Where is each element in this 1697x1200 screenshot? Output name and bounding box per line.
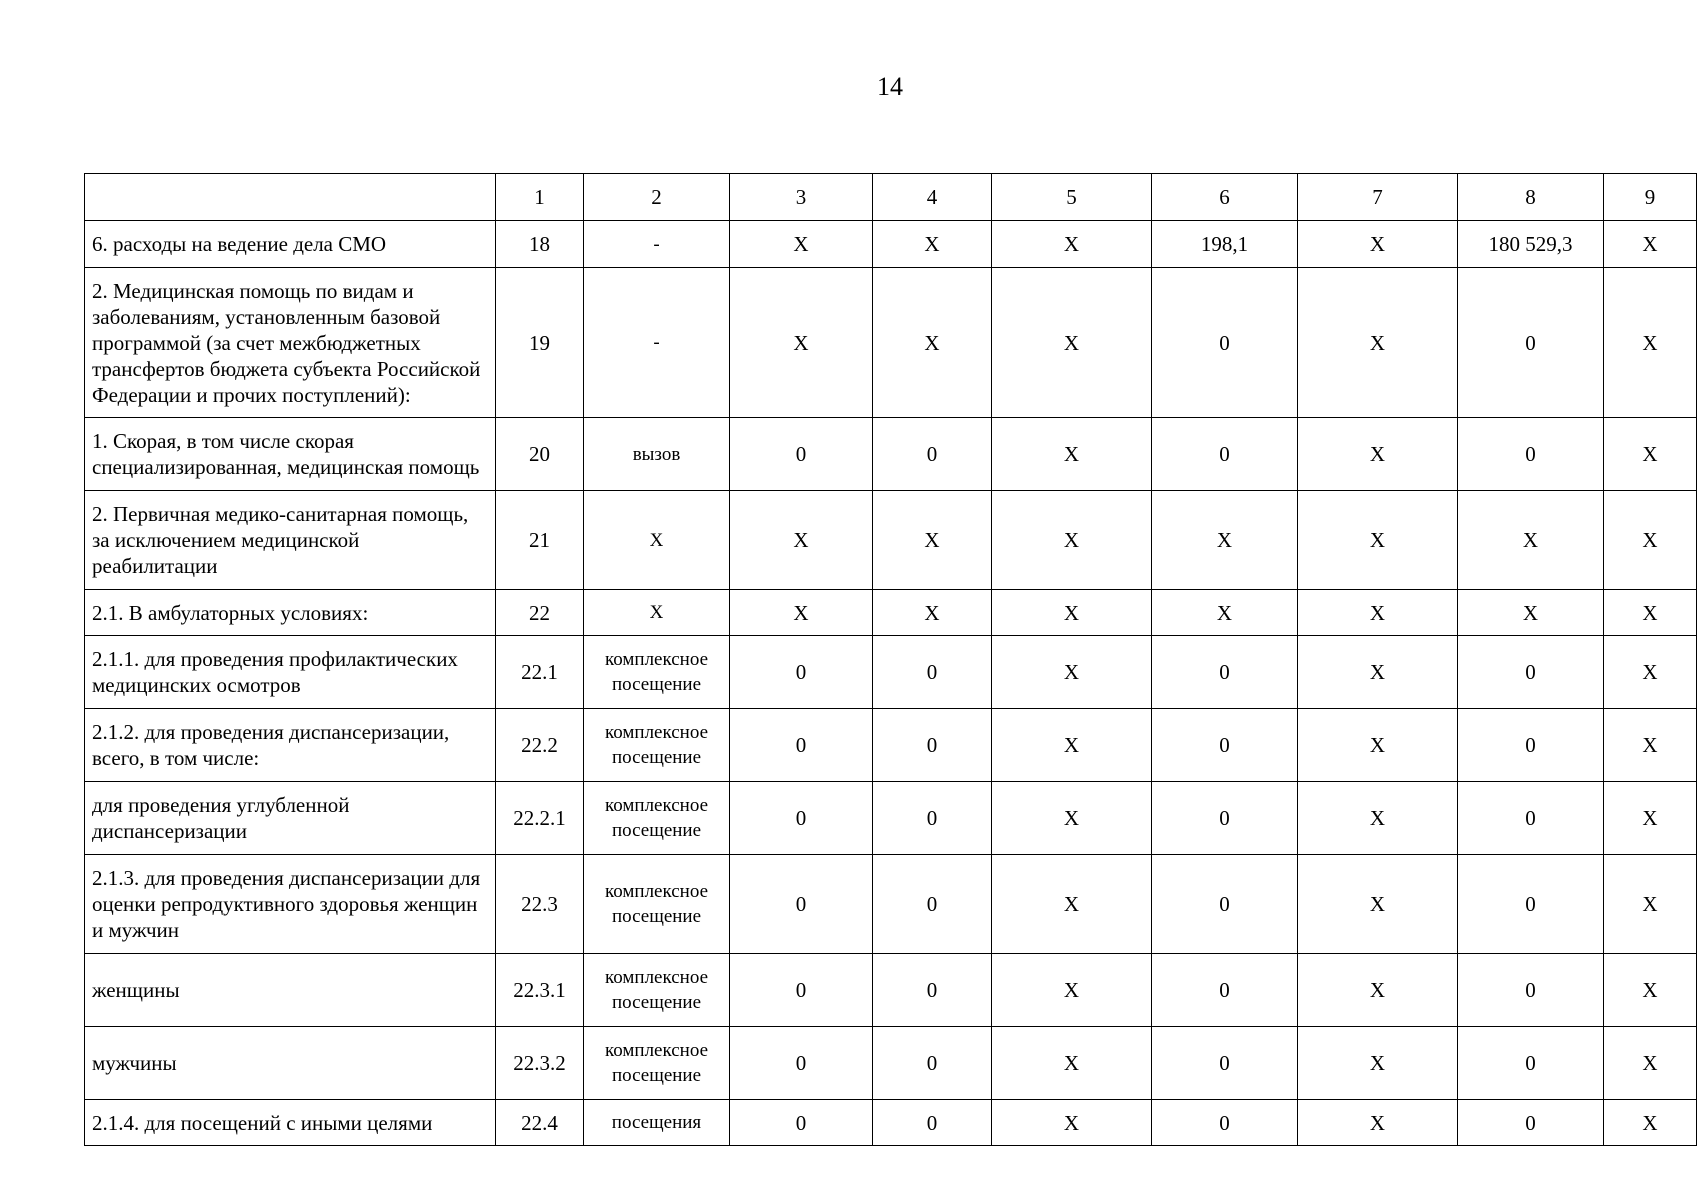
value-cell: 0	[730, 709, 873, 782]
value-cell: Х	[992, 491, 1152, 590]
value-cell: Х	[992, 954, 1152, 1027]
value-cell: Х	[1298, 855, 1458, 954]
header-cell: 6	[1152, 174, 1298, 221]
row-label: 2.1. В амбулаторных условиях:	[85, 590, 496, 636]
row-code-cell: 22.3.2	[496, 1027, 584, 1100]
value-cell: 0	[1152, 636, 1298, 709]
header-cell: 8	[1458, 174, 1604, 221]
value-cell: 0	[1458, 418, 1604, 491]
row-label: 1. Скорая, в том числе скорая специализированная, медицинская помощь	[85, 418, 496, 491]
value-cell: Х	[992, 855, 1152, 954]
table-row	[85, 590, 1697, 636]
value-cell: Х	[1604, 491, 1697, 590]
unit-cell: комплексное посещение	[584, 782, 730, 855]
value-cell: 0	[1152, 954, 1298, 1027]
row-code-cell: 22.2.1	[496, 782, 584, 855]
value-cell: 0	[873, 954, 992, 1027]
unit-cell: Х	[584, 590, 730, 636]
value-cell: Х	[1152, 590, 1298, 636]
value-cell: 0	[1458, 1100, 1604, 1146]
value-cell: 0	[730, 1027, 873, 1100]
value-cell: 0	[873, 1100, 992, 1146]
table-row	[85, 418, 1697, 491]
value-cell: Х	[730, 221, 873, 268]
value-cell: 0	[730, 418, 873, 491]
value-cell: Х	[992, 268, 1152, 418]
value-cell: Х	[1604, 268, 1697, 418]
value-cell: 0	[873, 709, 992, 782]
row-code-cell: 20	[496, 418, 584, 491]
unit-cell: комплексное посещение	[584, 855, 730, 954]
row-label: женщины	[85, 954, 496, 1027]
value-cell: 0	[1152, 268, 1298, 418]
value-cell: Х	[1604, 855, 1697, 954]
value-cell: 0	[1458, 855, 1604, 954]
value-cell: 0	[1458, 709, 1604, 782]
unit-cell: комплексное посещение	[584, 1027, 730, 1100]
value-cell: 0	[1152, 1027, 1298, 1100]
value-cell: Х	[1298, 268, 1458, 418]
table-row	[85, 855, 1697, 954]
value-cell: 0	[1458, 782, 1604, 855]
value-cell: Х	[1298, 954, 1458, 1027]
value-cell: Х	[1298, 709, 1458, 782]
row-code-cell: 22.4	[496, 1100, 584, 1146]
table-row	[85, 1027, 1697, 1100]
header-cell: 1	[496, 174, 584, 221]
value-cell: Х	[992, 590, 1152, 636]
value-cell: 0	[873, 636, 992, 709]
value-cell: Х	[1604, 782, 1697, 855]
value-cell: 0	[873, 1027, 992, 1100]
value-cell: 198,1	[1152, 221, 1298, 268]
row-label: 2.1.4. для посещений с иными целями	[85, 1100, 496, 1146]
value-cell: Х	[992, 782, 1152, 855]
header-row	[85, 174, 1697, 221]
table-row	[85, 221, 1697, 268]
value-cell: 0	[730, 782, 873, 855]
unit-cell: вызов	[584, 418, 730, 491]
row-label: для проведения углубленной диспансеризации	[85, 782, 496, 855]
value-cell: 180 529,3	[1458, 221, 1604, 268]
value-cell: 0	[873, 418, 992, 491]
value-cell: Х	[1604, 954, 1697, 1027]
value-cell: Х	[1604, 1100, 1697, 1146]
value-cell: Х	[1604, 221, 1697, 268]
row-label: 2. Медицинская помощь по видам и заболеваниям, установленным базовой программой (за счет межбюджетных трансфертов бюджета субъекта Российской Федерации и прочих поступлений):	[85, 268, 496, 418]
value-cell: 0	[1458, 268, 1604, 418]
value-cell: Х	[1604, 709, 1697, 782]
row-label: мужчины	[85, 1027, 496, 1100]
table-row	[85, 636, 1697, 709]
header-cell: 4	[873, 174, 992, 221]
value-cell: Х	[873, 268, 992, 418]
header-cell: 5	[992, 174, 1152, 221]
value-cell: 0	[730, 636, 873, 709]
value-cell: 0	[1152, 709, 1298, 782]
value-cell: Х	[1298, 1100, 1458, 1146]
value-cell: Х	[1604, 636, 1697, 709]
page-number: 14	[877, 72, 903, 101]
value-cell: Х	[1604, 418, 1697, 491]
value-cell: 0	[1152, 855, 1298, 954]
value-cell: Х	[1458, 590, 1604, 636]
value-cell: 0	[1458, 954, 1604, 1027]
value-cell: 0	[730, 1100, 873, 1146]
table-row	[85, 268, 1697, 418]
unit-cell: посещения	[584, 1100, 730, 1146]
value-cell: Х	[992, 709, 1152, 782]
row-label: 2.1.1. для проведения профилактических медицинских осмотров	[85, 636, 496, 709]
header-cell: 7	[1298, 174, 1458, 221]
value-cell: Х	[873, 590, 992, 636]
value-cell: Х	[873, 221, 992, 268]
value-cell: 0	[1152, 1100, 1298, 1146]
unit-cell: Х	[584, 491, 730, 590]
table-row	[85, 491, 1697, 590]
value-cell: Х	[873, 491, 992, 590]
value-cell: Х	[992, 221, 1152, 268]
unit-cell: -	[584, 268, 730, 418]
row-label: 2.1.3. для проведения диспансеризации для оценки репродуктивного здоровья женщин и мужчин	[85, 855, 496, 954]
value-cell: Х	[730, 268, 873, 418]
row-code-cell: 21	[496, 491, 584, 590]
data-table	[84, 173, 1697, 1146]
value-cell: 0	[1152, 782, 1298, 855]
row-code-cell: 22.1	[496, 636, 584, 709]
value-cell: Х	[992, 418, 1152, 491]
row-code-cell: 18	[496, 221, 584, 268]
table-row	[85, 1100, 1697, 1146]
unit-cell: комплексное посещение	[584, 636, 730, 709]
value-cell: Х	[1298, 1027, 1458, 1100]
value-cell: 0	[730, 954, 873, 1027]
table-row	[85, 709, 1697, 782]
row-code-cell: 19	[496, 268, 584, 418]
header-cell: 9	[1604, 174, 1697, 221]
value-cell: Х	[992, 636, 1152, 709]
value-cell: 0	[873, 782, 992, 855]
value-cell: Х	[1298, 590, 1458, 636]
value-cell: Х	[1152, 491, 1298, 590]
row-code-cell: 22.3.1	[496, 954, 584, 1027]
value-cell: Х	[1604, 590, 1697, 636]
header-cell: 2	[584, 174, 730, 221]
value-cell: Х	[1298, 491, 1458, 590]
value-cell: Х	[1298, 418, 1458, 491]
value-cell: Х	[730, 491, 873, 590]
value-cell: 0	[730, 855, 873, 954]
row-label: 2. Первичная медико-санитарная помощь, за исключением медицинской реабилитации	[85, 491, 496, 590]
value-cell: Х	[1298, 782, 1458, 855]
row-code-cell: 22.3	[496, 855, 584, 954]
value-cell: 0	[1458, 1027, 1604, 1100]
value-cell: Х	[1604, 1027, 1697, 1100]
unit-cell: комплексное посещение	[584, 709, 730, 782]
header-cell	[85, 174, 496, 221]
header-cell: 3	[730, 174, 873, 221]
value-cell: Х	[730, 590, 873, 636]
table-row	[85, 954, 1697, 1027]
value-cell: 0	[1152, 418, 1298, 491]
value-cell: 0	[1458, 636, 1604, 709]
value-cell: Х	[1458, 491, 1604, 590]
row-label: 6. расходы на ведение дела СМО	[85, 221, 496, 268]
value-cell: Х	[992, 1027, 1152, 1100]
row-code-cell: 22	[496, 590, 584, 636]
value-cell: Х	[1298, 221, 1458, 268]
unit-cell: комплексное посещение	[584, 954, 730, 1027]
row-label: 2.1.2. для проведения диспансеризации, всего, в том числе:	[85, 709, 496, 782]
table-row	[85, 782, 1697, 855]
value-cell: 0	[873, 855, 992, 954]
value-cell: Х	[1298, 636, 1458, 709]
unit-cell: -	[584, 221, 730, 268]
row-code-cell: 22.2	[496, 709, 584, 782]
value-cell: Х	[992, 1100, 1152, 1146]
